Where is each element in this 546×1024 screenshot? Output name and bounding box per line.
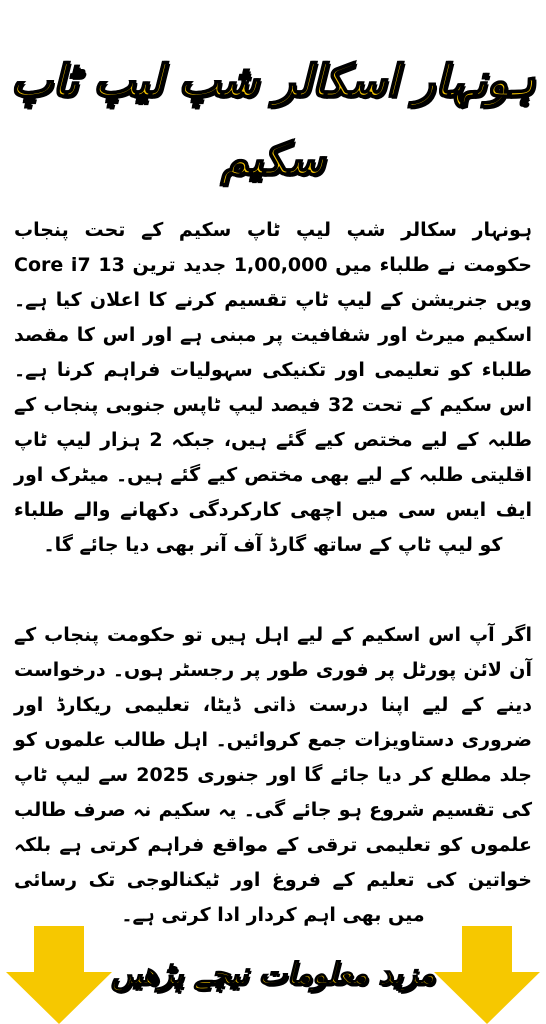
down-arrow-icon: [432, 926, 542, 1024]
read-more-label: مزید معلومات نیچے پڑھیں: [110, 957, 436, 992]
down-arrow-icon: [4, 926, 114, 1024]
body-paragraph-2: اگر آپ اس اسکیم کے لیے اہل ہیں تو حکومت پنجاب کے آن لائن پورٹل پر فوری طور پر رجسٹر ہوں۔ درخواست دینے کے لیے اپنا درست ذاتی ڈیٹا، تعلیمی ریکارڈ اور ضروری دستاویزات جمع کروائیں۔ اہل طالب علموں کو جلد مطلع کر دیا جائے گا اور جنوری 2025 سے لیپ ٹاپ کی تقسیم شروع ہو جائے گی۔ یہ سکیم نہ صرف طالب علموں کو تعلیمی ترقی کے مواقع فراہم کرتی ہے بلکہ خواتین کی تعلیم کے فروغ اور ٹیکنالوجی تک رسائی میں بھی اہم کردار ادا کرتی ہے۔: [14, 624, 532, 926]
page-title-line-2: سکیم: [221, 134, 325, 185]
page-title-line-1: ہونہار اسکالر شپ لیپ ٹاپ: [11, 56, 535, 107]
body-paragraph-1: ہونہار سکالر شپ لیپ ٹاپ سکیم کے تحت پنجاب حکومت نے طلباء میں 1,00,000 جدید ترین 13 Core i7 ویں جنریشن کے لیپ ٹاپ تقسیم کرنے کا اعلان کیا ہے۔ اسکیم میرٹ اور شفافیت پر مبنی ہے اور اس کا مقصد طلباء کو تعلیمی اور تکنیکی سہولیات فراہم کرنا ہے۔ اس سکیم کے تحت 32 فیصد لیپ ٹاپس جنوبی پنجاب کے طلبہ کے لیے مختص کیے گئے ہیں، جبکہ 2 ہزار لیپ ٹاپ اقلیتی طلبہ کے لیے بھی مختص کیے گئے ہیں۔ میٹرک اور ایف ایس سی میں اچھی کارکردگی دکھانے والے طلباء کو لیپ ٹاپ کے ساتھ گارڈ آف آنر بھی دیا جائے گا۔: [14, 219, 533, 556]
